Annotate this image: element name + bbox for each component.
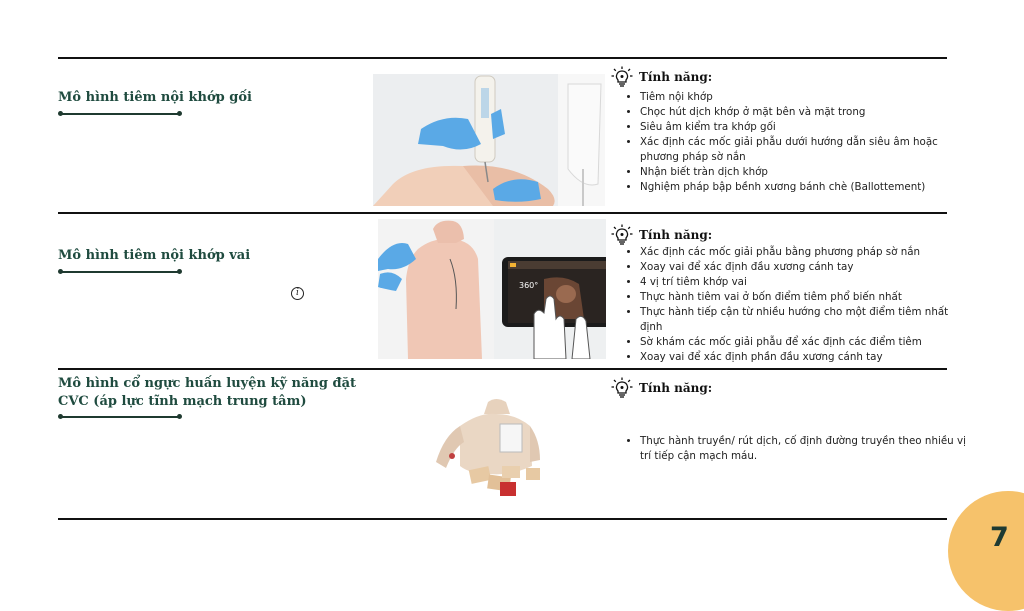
features-label: Tính năng:: [639, 70, 713, 84]
feature-item: • Xoay vai để xác định phần đầu xương cánh tay: [640, 350, 966, 365]
lightbulb-icon: [611, 66, 633, 88]
section-title-cvc: Mô hình cổ ngực huấn luyện kỹ năng đặt CVC (áp lực tĩnh mạch trung tâm): [58, 376, 356, 409]
feature-item: • Nghiệm pháp bập bềnh xương bánh chè (Ballottement): [640, 180, 966, 195]
cvc-torso-image: [430, 396, 560, 500]
knee-injection-image: [373, 74, 605, 206]
features-heading-knee: [611, 66, 811, 86]
title-underline-cvc: [58, 413, 182, 421]
section-title-knee: Mô hình tiêm nội khớp gối: [58, 90, 252, 105]
feature-item: • Nhận biết tràn dịch khớp: [640, 165, 966, 180]
divider-bottom: [58, 518, 947, 520]
divider-1: [58, 212, 947, 214]
feature-item: • Sờ khám các mốc giải phẫu để xác định các điểm tiêm: [640, 335, 966, 350]
tablet-360-badge: 360°: [519, 281, 539, 290]
feature-item: • Thực hành truyền/ rút dịch, cố định đường truyền theo nhiều vị trí tiếp cận mạch máu.: [640, 434, 966, 464]
shoulder-tablet-image: [494, 219, 606, 359]
feature-item: • Thực hành tiếp cận từ nhiều hướng cho một điểm tiêm nhất định: [640, 305, 966, 335]
features-label: Tính năng:: [639, 228, 713, 242]
feature-item: • Tiêm nội khớp: [640, 90, 966, 105]
features-heading-shoulder: [611, 224, 811, 244]
lightbulb-icon: [611, 224, 633, 246]
features-heading-cvc: [611, 377, 811, 397]
features-list-shoulder: [624, 245, 966, 365]
feature-item: • Siêu âm kiểm tra khớp gối: [640, 120, 966, 135]
feature-item: • Xác định các mốc giải phẫu dưới hướng dẫn siêu âm hoặc phương pháp sờ nắn: [640, 135, 966, 165]
section-title-shoulder: Mô hình tiêm nội khớp vai: [58, 248, 251, 263]
feature-item: • Xác định các mốc giải phẫu bằng phương pháp sờ nắn: [640, 245, 966, 260]
features-list-knee: [624, 90, 966, 195]
page-number-badge: [948, 491, 1024, 611]
title-underline-knee: [58, 110, 182, 118]
features-label: Tính năng:: [639, 381, 713, 395]
divider-top: [58, 57, 947, 59]
feature-item: • Thực hành tiêm vai ở bốn điểm tiêm phổ biến nhất: [640, 290, 966, 305]
features-list-cvc: [624, 434, 966, 464]
info-icon[interactable]: i: [291, 287, 304, 300]
feature-item: • 4 vị trí tiêm khớp vai: [640, 275, 966, 290]
title-underline-shoulder: [58, 268, 182, 276]
page-number: 7: [990, 522, 1009, 553]
lightbulb-icon: [611, 377, 633, 399]
shoulder-injection-image: [378, 219, 494, 359]
feature-item: • Xoay vai để xác định đầu xương cánh tay: [640, 260, 966, 275]
divider-2: [58, 368, 947, 370]
feature-item: • Chọc hút dịch khớp ở mặt bên và mặt trong: [640, 105, 966, 120]
